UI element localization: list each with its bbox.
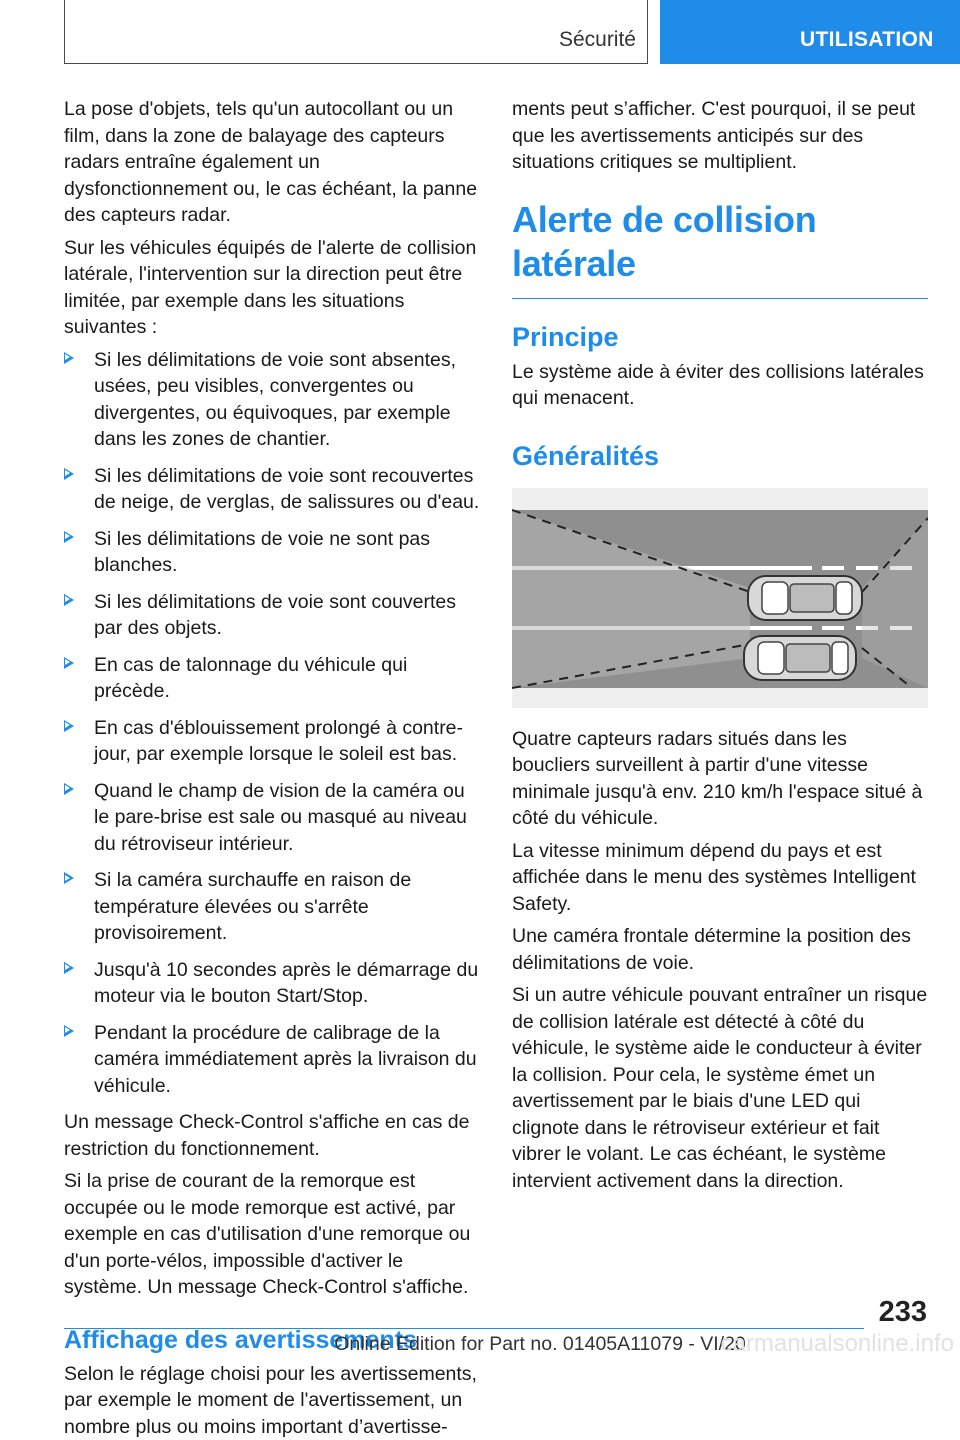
list-item-text: Si la caméra surchauffe en raison de température élevées ou s'arrête provisoirement. [94, 869, 411, 944]
heading-principle: Principe [512, 321, 928, 353]
left-column [64, 96, 480, 1440]
main-heading: Alerte de collision latérale [512, 198, 928, 299]
list-item [64, 715, 480, 768]
paragraph: Le système aide à éviter des collisions latérales qui menacent. [512, 359, 928, 412]
list-item-text: Quand le champ de vision de la caméra ou le pare-brise est sale ou masqué au niveau du rétroviseur intérieur. [94, 780, 467, 855]
side-collision-illustration [512, 488, 928, 708]
page-number: 233 [879, 1296, 927, 1329]
paragraph: La vitesse minimum dépend du pays et est affichée dans le menu des systèmes Intelligent Safety. [512, 838, 928, 918]
list-item-text: Jusqu'à 10 secondes après le démarrage du moteur via le bouton Start/Stop. [94, 959, 478, 1008]
limitations-list [64, 347, 480, 1100]
list-item [64, 957, 480, 1010]
list-item [64, 463, 480, 516]
triangle-bullet-icon [64, 872, 74, 884]
list-item [64, 778, 480, 858]
list-item-text: En cas d'éblouissement prolongé à contre-jour, par exemple lorsque le soleil est bas. [94, 717, 463, 766]
paragraph: Un message Check-Control s'affiche en cas de restriction du fonctionnement. [64, 1109, 480, 1162]
paragraph: La pose d'objets, tels qu'un autocollant ou un film, dans la zone de balayage des capteurs radars entraîne également un dysfonctionnement ou, le cas échéant, la panne des capteurs radar. [64, 96, 480, 229]
heading-general: Généralités [512, 440, 928, 472]
triangle-bullet-icon [64, 468, 74, 480]
triangle-bullet-icon [64, 594, 74, 606]
list-item-text: En cas de talonnage du véhicule qui précède. [94, 654, 407, 703]
list-item-text: Si les délimitations de voie sont recouvertes de neige, de verglas, de salissures ou d'eau. [94, 465, 479, 514]
triangle-bullet-icon [64, 962, 74, 974]
paragraph: Sur les véhicules équipés de l'alerte de collision latérale, l'intervention sur la direction peut être limitée, par exemple dans les situations suivantes : [64, 235, 480, 341]
triangle-bullet-icon [64, 352, 74, 364]
list-item-text: Pendant la procédure de calibrage de la caméra immédiatement après la livraison du véhicule. [94, 1022, 477, 1097]
watermark: carmanualsonline.info [721, 1330, 954, 1358]
list-item-text: Si les délimitations de voie sont absentes, usées, peu visibles, convergentes ou divergentes, ou équivoques, par exemple dans les zones de chantier. [94, 349, 456, 451]
triangle-bullet-icon [64, 531, 74, 543]
triangle-bullet-icon [64, 657, 74, 669]
paragraph: Si la prise de courant de la remorque est occupée ou le mode remorque est activé, par exemple en cas d'utilisation d'une remorque ou d'un porte-vélos, impossible d'activer le système. Un message Check-Control s'affiche. [64, 1168, 480, 1301]
triangle-bullet-icon [64, 783, 74, 795]
paragraph: Quatre capteurs radars situés dans les boucliers surveillent à partir d'une vitesse minimale jusqu'à env. 210 km/h l'espace situé à côté du véhicule. [512, 726, 928, 832]
edition-footer: Online Edition for Part no. 01405A11079 - VI/20 [0, 1333, 960, 1356]
list-item [64, 589, 480, 642]
paragraph: Si un autre véhicule pouvant entraîner un risque de collision latérale est détecté à côté du véhicule, le système aide le conducteur à éviter la collision. Pour cela, le système émet un avertissement par le biais d'une LED qui clignote dans le rétroviseur extérieur et fait vibrer le volant. Le cas échéant, le système intervient activement dans la direction. [512, 982, 928, 1194]
list-item [64, 347, 480, 453]
list-item-text: Si les délimitations de voie ne sont pas blanches. [94, 528, 430, 577]
footer-rule [64, 1328, 864, 1329]
road-diagram [512, 488, 928, 708]
paragraph: Une caméra frontale détermine la position des délimitations de voie. [512, 923, 928, 976]
paragraph: Selon le réglage choisi pour les avertissements, par exemple le moment de l'avertissement, un nombre plus ou moins important d’avertisse- [64, 1361, 480, 1440]
adjacent-car-icon [744, 636, 856, 680]
right-column [512, 96, 928, 1194]
list-item [64, 1020, 480, 1100]
chapter-tab: UTILISATION [660, 0, 960, 64]
paragraph: ments peut s’afficher. C'est pourquoi, il se peut que les avertissements anticipés sur des situations critiques se multiplient. [512, 96, 928, 176]
triangle-bullet-icon [64, 720, 74, 732]
list-item [64, 867, 480, 947]
list-item-text: Si les délimitations de voie sont couvertes par des objets. [94, 591, 456, 640]
section-title: Sécurité [520, 28, 636, 52]
triangle-bullet-icon [64, 1025, 74, 1037]
subheading-warnings-display: Affichage des avertissements [64, 1325, 480, 1355]
ego-car-icon [748, 576, 862, 620]
list-item [64, 652, 480, 705]
list-item [64, 526, 480, 579]
